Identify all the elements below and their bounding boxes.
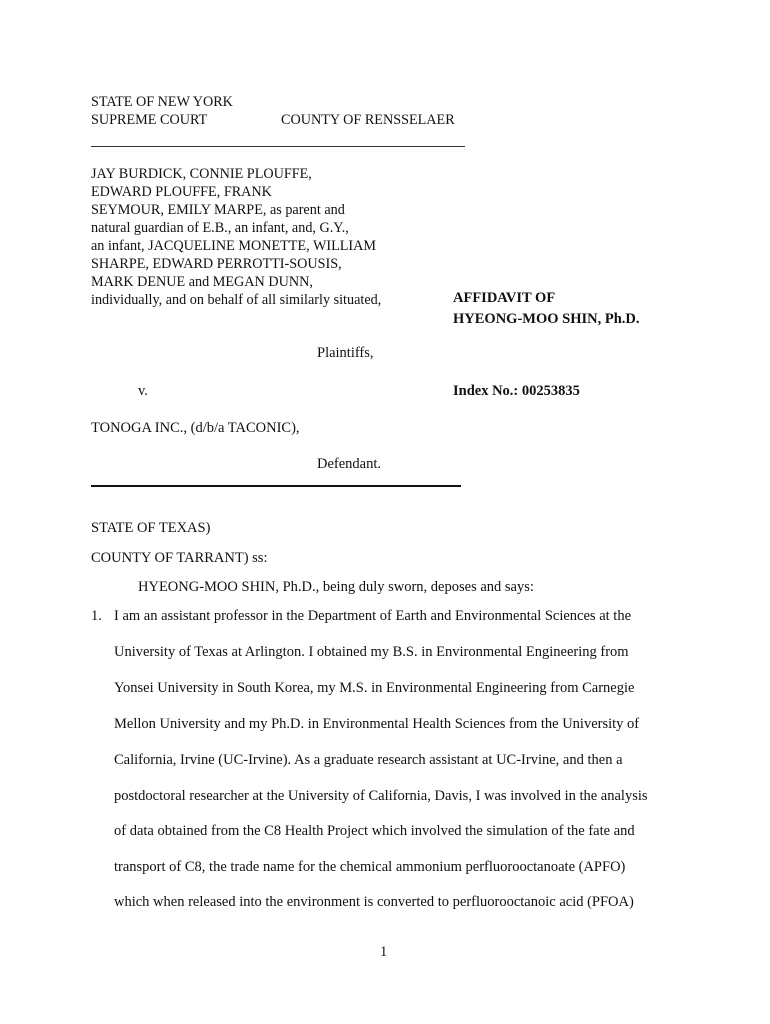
plaintiff-line: SEYMOUR, EMILY MARPE, as parent and [91,202,345,218]
paragraph-line: University of Texas at Arlington. I obtained my B.S. in Environmental Engineering from [114,644,629,660]
paragraph-number: 1. [91,608,102,624]
paragraph-line: which when released into the environment is converted to perfluorooctanoic acid (PFOA) [114,894,634,910]
plaintiff-line: EDWARD PLOUFFE, FRANK [91,184,272,200]
plaintiffs-label: Plaintiffs, [317,345,374,361]
paragraph-line: Mellon University and my Ph.D. in Environmental Health Sciences from the University of [114,716,640,732]
venue-state: STATE OF TEXAS) [91,520,211,536]
defendant-label: Defendant. [317,456,382,472]
sworn-statement: HYEONG-MOO SHIN, Ph.D., being duly sworn, deposes and says: [138,579,534,595]
header-divider [91,146,465,147]
court-name: SUPREME COURT [91,112,208,128]
page-number: 1 [380,944,388,960]
versus-label: v. [138,383,148,399]
venue-county: COUNTY OF TARRANT) ss: [91,550,268,566]
document-title-line2: HYEONG-MOO SHIN, Ph.D. [453,311,640,327]
plaintiff-line: individually, and on behalf of all similarly situated, [91,292,382,308]
caption-divider [91,485,461,487]
plaintiff-line: MARK DENUE and MEGAN DUNN, [91,274,313,290]
state-header: STATE OF NEW YORK [91,94,233,110]
defendant-name: TONOGA INC., (d/b/a TACONIC), [91,420,300,436]
paragraph-line: California, Irvine (UC-Irvine). As a graduate research assistant at UC-Irvine, and then a [114,752,623,768]
plaintiff-line: JAY BURDICK, CONNIE PLOUFFE, [91,166,312,182]
paragraph-line: I am an assistant professor in the Department of Earth and Environmental Sciences at the [114,608,632,624]
paragraph-line: Yonsei University in South Korea, my M.S. in Environmental Engineering from Carnegie [114,680,635,696]
paragraph-line: postdoctoral researcher at the University of California, Davis, I was involved in the analysis [114,788,648,804]
plaintiff-line: SHARPE, EDWARD PERROTTI-SOUSIS, [91,256,342,272]
index-number: Index No.: 00253835 [453,383,580,399]
paragraph-line: of data obtained from the C8 Health Project which involved the simulation of the fate and [114,823,635,839]
document-title-line1: AFFIDAVIT OF [453,290,556,306]
paragraph-line: transport of C8, the trade name for the chemical ammonium perfluorooctanoate (APFO) [114,859,626,875]
plaintiff-line: an infant, JACQUELINE MONETTE, WILLIAM [91,238,377,254]
county-name: COUNTY OF RENSSELAER [281,112,455,128]
plaintiff-line: natural guardian of E.B., an infant, and, G.Y., [91,220,349,236]
